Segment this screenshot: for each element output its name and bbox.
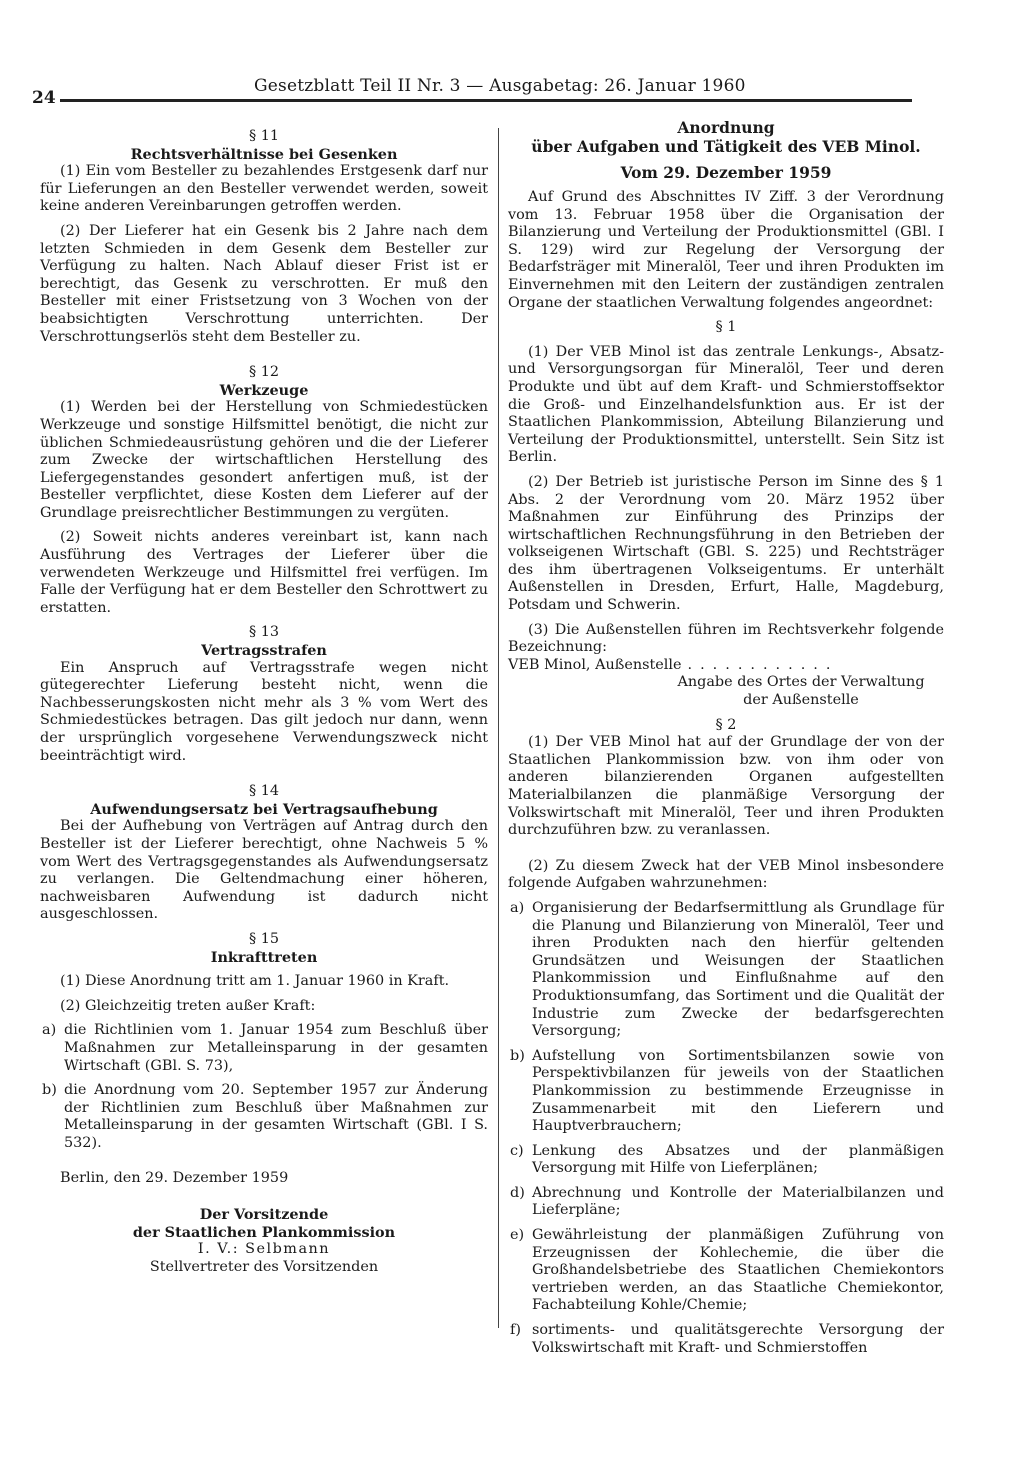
section-11-number: § 11 [248,128,280,144]
section-11-paragraph-2: (2) Der Lieferer hat ein Gesenk bis 2 Jahre nach dem letzten Schmieden in dem Gesenk dem Besteller zur Verfügung zu halten. Nach Ablauf dieser Frist ist er berechtigt, das Gesenk zu verschrotten. Er muß den Besteller mit einer Fristsetzung von 3 Wochen von der beabsichtigten Verschrottung unterrichten. Der Verschrottungserlös steht dem Besteller zu. [40,222,488,345]
section-2-item-d [508,1185,944,1220]
section-14-paragraph-1: Bei der Aufhebung von Verträgen auf Antrag durch den Besteller ist der Lieferer berechtigt, ohne Nachweis 5 % vom Wert des Vertragsgegenstandes als Aufwendungsersatz zu verlangen. Die Geltendmachung einer höheren, nachweisbaren Aufwendung ist dadurch nicht ausgeschlossen. [40,818,488,923]
section-15-item-a [40,1022,488,1075]
section-2-paragraph-1: (1) Der VEB Minol hat auf der Grundlage der von der Staatlichen Plankommission bzw. von ihm oder von anderen bilanzierenden Organen aufgestellten Materialbilanzen die planmäßige Versorgung der Volkswirtschaft mit Mineralöl, Teer und ihren Produkten durchzuführen bzw. zu veranlassen. [508,734,944,839]
page-header [32,76,912,106]
list-marker: b) [510,1047,525,1064]
list-text: Aufstellung von Sortimentsbilanzen sowie von Perspektivbilanzen für jeweils von der Staatlichen Plankommission zu bestimmende Erzeugnisse in Zusammenarbeit mit den Lieferern und Hauptverbrauchern; [532,1047,944,1135]
preamble: Auf Grund des Abschnittes IV Ziff. 3 der Verordnung vom 13. Februar 1958 über die Organisation der Bilanzierung und Verteilung der Produktionsmittel (GBl. I S. 129) wird zur Regelung der Versorgung der Bedarfsträger mit Mineralöl, Teer und ihren Produkten im Einvernehmen mit den Leitern der zuständigen zentralen Organe der staatlichen Verwaltung folgendes angeordnet: [508,189,944,311]
ordinance-title-2: über Aufgaben und Tätigkeit des VEB Minol. [531,137,921,156]
section-11-paragraph-1: (1) Ein vom Besteller zu bezahlendes Erstgesenk darf nur für Lieferungen an den Besteller verwendet werden, soweit keine anderen Vereinbarungen getroffen werden. [40,163,488,215]
page-number: 24 [32,88,56,108]
list-text: die Richtlinien vom 1. Januar 1954 zum Beschluß über Maßnahmen zur Metalleinsparung in der gesamten Wirtschaft (GBl. S. 73), [64,1022,488,1074]
left-column [40,128,488,1276]
ordinance-title-1: Anordnung [677,118,775,137]
section-12-title: Werkzeuge [219,381,309,399]
header-rule [60,99,912,102]
section-1-paragraph-2: (2) Der Betrieb ist juristische Person im Sinne des § 1 Abs. 2 der Verordnung vom 20. März 1952 über Maßnahmen zur Einführung des Prinzips der wirtschaftlichen Rechnungsführung in den Betrieben der volkseigenen Wirtschaft (GBl. S. 225) und Rechtsträger des ihm übertragenen Volkseigentums. Er unterhält Außenstellen in Dresden, Erfurt, Halle, Magdeburg, Potsdam und Schwerin. [508,473,944,614]
section-12-paragraph-2: (2) Soweit nichts anderes vereinbart ist, kann nach Ausführung des Vertrages der Lieferer über die verwendeten Werkzeuge und Hilfsmittel frei verfügen. Im Falle der Verfügung hat er dem Besteller den Schrottwert zu erstatten. [40,529,488,616]
ordinance-date: Vom 29. Dezember 1959 [620,163,832,182]
designation-note-1: Angabe des Ortes der Verwaltung [677,674,925,691]
section-13-number: § 13 [248,624,280,641]
section-14-number: § 14 [248,783,280,800]
designation-note-2: der Außenstelle [743,692,859,709]
section-15-number: § 15 [248,930,280,947]
section-12-number: § 12 [248,364,280,381]
section-2-paragraph-2: (2) Zu diesem Zweck hat der VEB Minol insbesondere folgende Aufgaben wahrzunehmen: [508,857,944,892]
designation-dots: ............ [687,656,839,673]
signer-title-1: Der Vorsitzende [199,1206,329,1224]
list-text: Lenkung des Absatzes und der planmäßigen Versorgung mit Hilfe von Lieferplänen; [532,1142,944,1177]
list-text: die Anordnung vom 20. September 1957 zur Änderung der Richtlinien zum Beschluß über Maßnahmen zur Metalleinsparung in der gesamten Wirtschaft (GBl. I S. 532). [64,1082,488,1151]
section-2-item-f [508,1322,944,1357]
section-11-title: Rechtsverhältnisse bei Gesenken [130,145,398,163]
section-2-number: § 2 [715,716,737,733]
designation-text: VEB Minol, Außenstelle [508,656,682,673]
section-15-title: Inkrafttreten [210,948,318,966]
column-divider [498,128,499,1328]
closing-place-date: Berlin, den 29. Dezember 1959 [60,1170,289,1187]
list-marker: e) [510,1227,525,1244]
signer-name: I. V.: Selbmann [197,1241,331,1258]
section-13-paragraph-1: Ein Anspruch auf Vertragsstrafe wegen nicht gütegerechter Lieferung besteht nicht, wenn die Nachbesserungskosten nicht mehr als 3 % vom Wert des Schmiedestückes betragen. Das gilt jedoch nur dann, wenn der ursprünglich vorgesehene Verwendungszweck nicht beeinträchtigt wird. [40,659,488,764]
list-text: Gewährleistung der planmäßigen Zuführung von Erzeugnissen der Kohlechemie, die über die Großhandelsbetriebe des Staatlichen Chemiekontors vertrieben werden, an das Staatliche Chemiekontor, Fachabteilung Kohle/Chemie; [532,1227,944,1314]
section-1-paragraph-3: (3) Die Außenstellen führen im Rechtsverkehr folgende Bezeichnung: [508,621,944,656]
list-text: Abrechnung und Kontrolle der Materialbilanzen und Lieferpläne; [532,1184,944,1219]
section-14-title: Aufwendungsersatz bei Vertragsaufhebung [90,800,438,818]
list-marker: d) [510,1184,525,1201]
list-marker: b) [42,1082,57,1099]
section-15-item-b [40,1082,488,1152]
section-15-paragraph-1: (1) Diese Anordnung tritt am 1. Januar 1960 in Kraft. [60,973,450,990]
list-text: sortiments- und qualitätsgerechte Versorgung der Volkswirtschaft mit Kraft- und Schmierstoffen [532,1322,944,1356]
signer-role: Stellvertreter des Vorsitzenden [149,1258,379,1275]
designation-line [508,657,944,675]
list-marker: a) [510,899,525,916]
list-marker: a) [42,1022,57,1039]
signer-title-2: der Staatlichen Plankommission [132,1223,396,1241]
running-head: Gesetzblatt Teil II Nr. 3 — Ausgabetag: 26. Januar 1960 [254,76,746,96]
section-2-item-e [508,1227,944,1315]
list-marker: c) [510,1142,524,1159]
section-1-paragraph-1: (1) Der VEB Minol ist das zentrale Lenkungs-, Absatz- und Versorgungsorgan für Mineralöl, Teer und deren Produkte und übt auf dem Kraft- und Schmierstoffsektor die Groß- und Einzelhandelsfunktion aus. Er ist der Staatlichen Plankommission, Abteilung Bilanzierung und Verteilung der Produktionsmittel, unterstellt. Sein Sitz ist Berlin. [508,343,944,466]
section-1-number: § 1 [715,319,737,336]
section-13-title: Vertragsstrafen [201,642,327,660]
list-marker: f) [510,1322,521,1339]
right-column [508,118,944,1357]
section-2-item-c [508,1143,944,1178]
section-2-item-a [508,900,944,1041]
section-12-paragraph-1: (1) Werden bei der Herstellung von Schmiedestücken Werkzeuge und sonstige Hilfsmittel benötigt, die nicht zur üblichen Schmiedeausrüstung gehören und die der Lieferer zum Zwecke der wirtschaftlichen Herstellung des Liefergegenstandes gesondert anfertigen muß, ist der Besteller verpflichtet, diese Kosten dem Lieferer auf der Grundlage preisrechtlicher Bestimmungen zu vergüten. [40,399,488,521]
section-2-item-b [508,1048,944,1136]
list-text: Organisierung der Bedarfsermittlung als Grundlage für die Planung und Bilanzierung von Mineralöl, Teer und ihren Produkten nach den hierfür geltenden Grundsätzen und Weisungen der Staatlichen Plankommission und Einflußnahme auf den Produktionsumfang, das Sortiment und die Qualität der Industrie zum Zwecke der bedarfsgerechten Versorgung; [532,899,944,1040]
section-15-paragraph-2: (2) Gleichzeitig treten außer Kraft: [60,997,316,1014]
